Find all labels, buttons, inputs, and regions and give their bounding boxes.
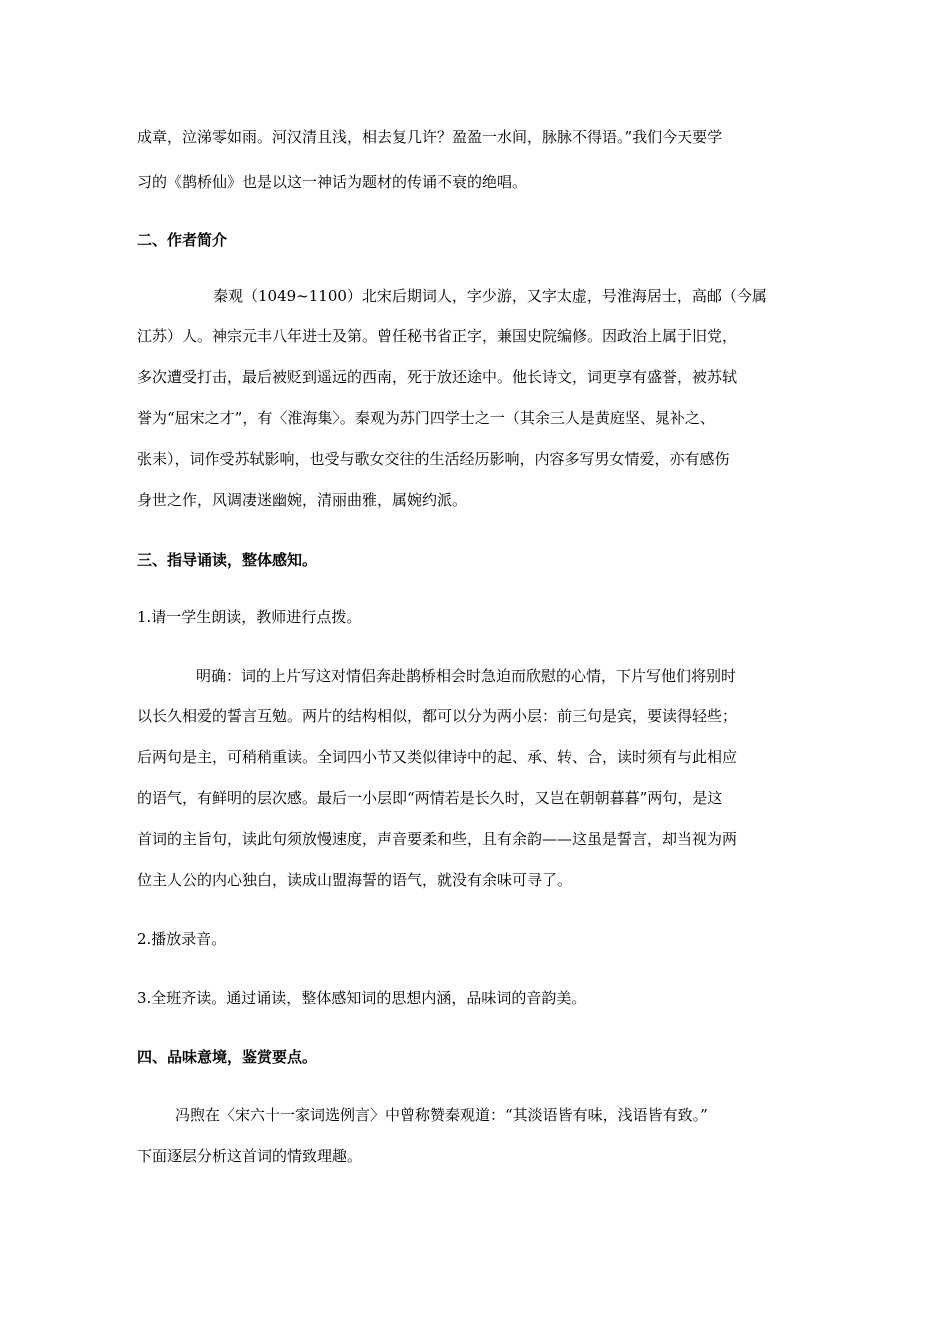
intro-line-2: 习的《鹊桥仙》也是以这一神话为题材的传诵不衰的绝唱。	[137, 173, 528, 191]
explain-line-5: 首词的主旨句，读此句须放慢速度，声音要柔和些，且有余韵——这虽是誓言，却当视为两	[137, 830, 738, 848]
intro-line-1: 成章，泣涕零如雨。河汉清且浅，相去复几许？盈盈一水间，脉脉不得语。”我们今天要学	[137, 128, 723, 146]
reading-item-3: 3.全班齐读。通过诵读，整体感知词的思想内涵，品味词的音韵美。	[137, 989, 587, 1007]
appreciation-line-1: 冯煦在〈宋六十一家词选例言〉中曾称赞秦观道：“其淡语皆有味，浅语皆有致。”	[175, 1106, 708, 1124]
reading-item-1: 1.请一学生朗读，教师进行点拨。	[137, 608, 362, 626]
author-line-3: 多次遭受打击，最后被贬到遥远的西南，死于放还途中。他长诗文，词更享有盛誉，被苏轼	[137, 368, 738, 386]
author-line-4: 誉为“屈宋之才”，有〈淮海集〉。秦观为苏门四学士之一（其余三人是黄庭坚、晁补之、	[137, 409, 715, 427]
author-line-2: 江苏）人。神宗元丰八年进士及第。曾任秘书省正字，兼国史院编修。因政治上属于旧党，	[137, 327, 738, 345]
author-line-1: 秦观（1049~1100）北宋后期词人，字少游，又字太虚，号淮海居士，高邮（今属	[213, 287, 767, 305]
author-line-5: 张耒），词作受苏轼影响，也受与歌女交往的生活经历影响，内容多写男女情爱，亦有感伤	[137, 450, 730, 468]
explain-line-4: 的语气，有鲜明的层次感。最后一小层即“两情若是长久时，又岂在朝朝暮暮”两句，是这	[137, 789, 723, 807]
explain-line-6: 位主人公的内心独白，读成山盟海誓的语气，就没有余味可寻了。	[137, 871, 573, 889]
explain-line-2: 以长久相爱的誓言互勉。两片的结构相似，都可以分为两小层：前三句是宾，要读得轻些；	[137, 707, 738, 725]
reading-item-2: 2.播放录音。	[137, 930, 227, 948]
explain-line-1: 明确：词的上片写这对情侣奔赴鹊桥相会时急迫而欣慰的心情，下片写他们将别时	[196, 667, 737, 685]
section-heading-author: 二、作者简介	[137, 231, 228, 249]
explain-line-3: 后两句是主，可稍稍重读。全词四小节又类似律诗中的起、承、转、合，读时须有与此相应	[137, 748, 738, 766]
section-heading-reading: 三、指导诵读，整体感知。	[137, 551, 318, 569]
appreciation-line-2: 下面逐层分析这首词的情致理趣。	[137, 1147, 363, 1165]
section-heading-appreciation: 四、品味意境，鉴赏要点。	[137, 1048, 318, 1066]
author-line-6: 身世之作，风调凄迷幽婉，清丽曲雅，属婉约派。	[137, 491, 468, 509]
